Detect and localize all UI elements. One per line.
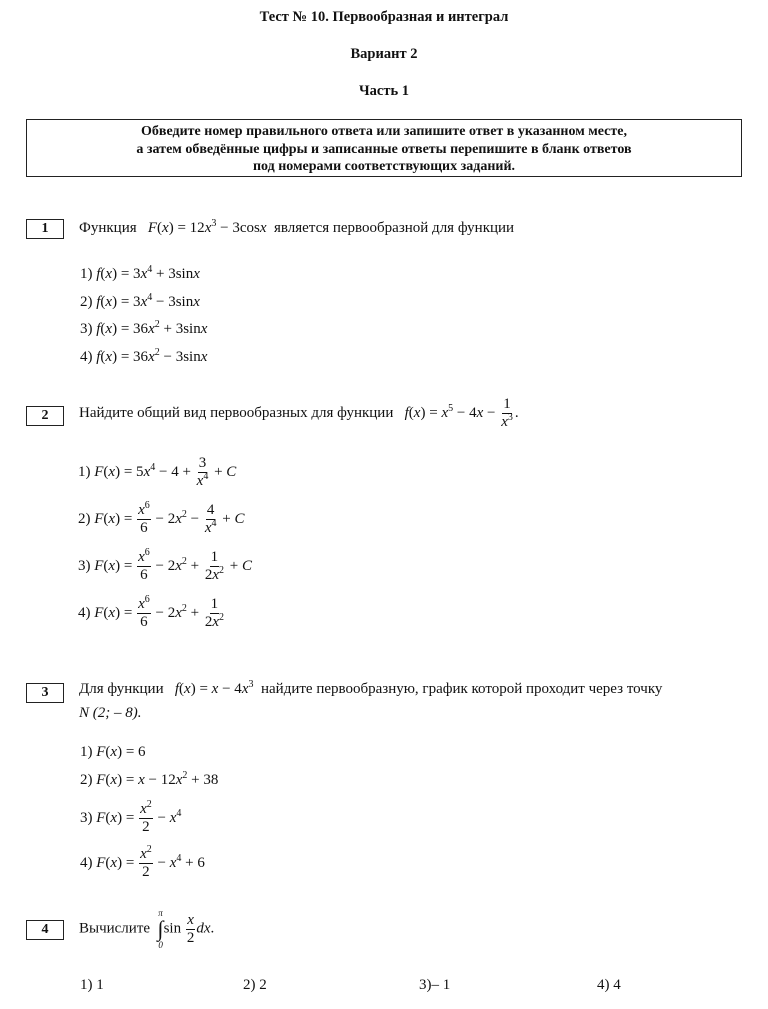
question-3-option-4[interactable]: 4) F(x) = $\frac{x^2}{2}$ − $x^4 + 6$ xyxy=(80,844,205,880)
variant-label: Вариант 2 xyxy=(350,46,418,62)
question-4-lead: Вычислите xyxy=(79,920,151,937)
question-2-lead: Найдите общий вид первообразных для функции xyxy=(79,404,394,421)
instructions-line-3: под номерами соответствующих заданий. xyxy=(252,159,516,174)
question-4-answer-4[interactable]: 4) 4 xyxy=(597,977,621,993)
integral-sign: π ∫ 0 xyxy=(157,908,164,950)
question-3-number: 3 xyxy=(26,683,64,703)
question-4-answer-2[interactable]: 2) 2 xyxy=(243,977,267,993)
question-4-text: Вычислите π ∫ 0 sin $\frac{x}{2}$ dx. xyxy=(79,908,215,950)
question-2-fraction: $\frac{1}{x^3}$ xyxy=(501,396,513,430)
question-4-answer-3[interactable]: 3)– 1 xyxy=(419,977,451,993)
question-3-point: N (2; – 8). xyxy=(79,705,142,721)
question-1-text: Функция $F(x) = 12x^3 - 3\cos x$ является первообразной для функции xyxy=(79,218,515,236)
question-2-option-2[interactable]: 2) F(x) = $\frac{x^6}{6}$ − $2x^2$ − $\frac{4}{x^4}$ + C xyxy=(78,500,245,536)
part-label: Часть 1 xyxy=(359,83,409,99)
question-3-option-3[interactable]: 3) F(x) = $\frac{x^2}{2}$ − $x^4$ xyxy=(80,799,182,835)
question-3-option-2[interactable]: 2) $F(x) = x - 12x^2 + 38$ xyxy=(80,770,219,788)
instructions-box xyxy=(26,119,742,177)
question-1-tail: является первообразной для функции xyxy=(274,220,515,236)
question-1-formula: F xyxy=(147,220,158,236)
question-1-option-3[interactable]: 3) $f(x) = 36x^2 + 3\sin x$ xyxy=(80,319,208,337)
question-3-lead: Для функции xyxy=(79,681,164,697)
test-title: Тест № 10. Первообразная и интеграл xyxy=(259,9,509,25)
question-1-number: 1 xyxy=(26,219,64,239)
question-2-option-3[interactable]: 3) F(x) = $\frac{x^6}{6}$ − $2x^2$ + $\frac{1}{2x^2}$ + C xyxy=(78,547,252,583)
question-2-text: Найдите общий вид первообразных для функции $f(x) = x^5 - 4x$ − $\frac{1}{x^3}$ . xyxy=(79,396,519,430)
question-2-option-4[interactable]: 4) F(x) = $\frac{x^6}{6}$ − $2x^2$ + $\frac{1}{2x^2}$ xyxy=(78,594,225,630)
question-2-number: 2 xyxy=(26,406,64,426)
question-3-text: Для функции $f(x) = x - 4x^3$ найдите первообразную, график которой проходит через точку xyxy=(79,679,663,697)
question-1-option-4[interactable]: 4) $f(x) = 36x^2 - 3\sin x$ xyxy=(80,347,208,365)
question-2-option-1[interactable]: 1) $F(x) = 5x^4 - 4$ + $\frac{3}{x^4}$ + C xyxy=(78,455,237,489)
instructions-line-2: а затем обведённые цифры и записанные ответы перепишите в бланк ответов xyxy=(136,141,632,157)
instructions-line-1: Обведите номер правильного ответа или запишите ответ в указанном месте, xyxy=(141,124,627,139)
question-1-option-1[interactable]: 1) $f(x) = 3x^4 + 3\sin x$ xyxy=(80,264,200,282)
question-4-number: 4 xyxy=(26,920,64,940)
question-4-answer-1[interactable]: 1) 1 xyxy=(80,977,104,993)
question-1-lead: Функция xyxy=(79,220,137,236)
question-3-tail: найдите первообразную, график которой проходит через точку xyxy=(260,681,663,697)
question-1-option-2[interactable]: 2) $f(x) = 3x^4 - 3\sin x$ xyxy=(80,292,200,310)
question-3-option-1[interactable]: 1) F(x) = 6 xyxy=(80,744,146,760)
